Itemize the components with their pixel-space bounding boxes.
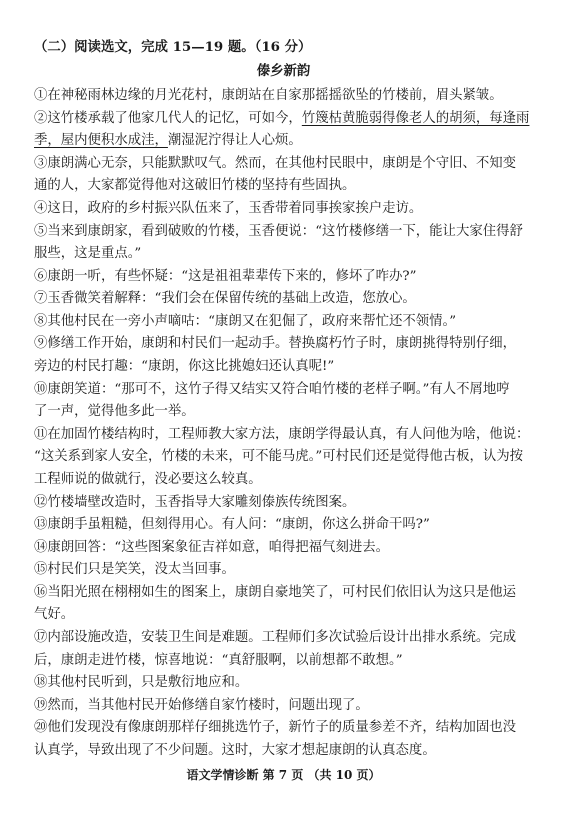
passage-line <box>0 155 567 173</box>
line-text: 气好。 <box>34 607 75 623</box>
line-text: ⑰内部设施改造，安装卫生间是难题。工程师们多次试验后设计出排水系统。完成 <box>34 630 517 646</box>
line-text: ③康朗满心无奈，只能默默叹气。然而，在其他村民眼中，康朗是个守旧、不知变 <box>34 155 517 171</box>
passage-line <box>0 245 567 263</box>
line-text: 服些，这是重点。” <box>34 246 142 262</box>
passage-line <box>0 516 567 534</box>
line-text: ④这日，政府的乡村振兴队伍来了，玉香带着同事挨家挨户走访。 <box>34 200 423 216</box>
line-text: ⑮村民们只是笑笑，没太当回事。 <box>34 562 235 578</box>
line-text: 通的人，大家都觉得他对这破旧竹楼的坚持有些固执。 <box>34 178 356 194</box>
passage-line <box>0 358 567 376</box>
passage-line <box>0 110 567 128</box>
passage-line <box>0 87 567 105</box>
line-text: ⑳他们发现没有像康朗那样仔细挑选竹子，新竹子的质量参差不齐，结构加固也没 <box>34 720 517 736</box>
passage-line <box>0 742 567 760</box>
line-text: 潮湿泥泞得让人心烦。 <box>167 133 302 149</box>
passage-line <box>0 719 567 737</box>
passage-line <box>0 313 567 331</box>
line-text: ⑥康朗一听，有些怀疑：“这是祖祖辈辈传下来的，修坏了咋办?” <box>34 268 417 284</box>
line-text: ⑱其他村民听到，只是敷衍地应和。 <box>34 675 249 691</box>
passage-line <box>0 494 567 512</box>
passage-line <box>0 448 567 466</box>
passage-line <box>0 381 567 399</box>
passage-line <box>0 268 567 286</box>
passage-line <box>0 177 567 195</box>
line-text: ⑫竹楼墙壁改造时，玉香指导大家雕刻傣族传统图案。 <box>34 494 356 510</box>
underlined-text: 竹篾枯黄脆弱得像老人的胡须，每逢雨 <box>301 110 530 126</box>
line-text: ②这竹楼承载了他家几代人的记忆，可如今， <box>34 110 302 126</box>
passage-line <box>0 584 567 602</box>
passage-line <box>0 629 567 647</box>
line-text: “这关系到家人安全，竹楼的未来，可不能马虎。”可村民们还是觉得他古板，认为按 <box>34 449 524 465</box>
line-text: ⑬康朗手虽粗糙，但刻得用心。有人问：“康朗，你这么拼命干吗?” <box>34 517 430 533</box>
passage-line <box>0 652 567 670</box>
line-text: ⑩康朗笑道：“那可不，这竹子得又结实又符合咱竹楼的老样子啊。”有人不屑地哼 <box>34 381 510 397</box>
passage-line <box>0 223 567 241</box>
line-text: ⑪在加固竹楼结构时，工程师教大家方法，康朗学得最认真，有人问他为啥，他说： <box>34 426 530 442</box>
line-text: ⑤当来到康朗家，看到破败的竹楼，玉香便说：“这竹楼修缮一下，能让大家住得舒 <box>34 223 523 239</box>
passage-line <box>0 674 567 692</box>
line-text: 认真学，导致出现了不少问题。这时，大家才想起康朗的认真态度。 <box>34 743 436 758</box>
line-text: ⑭康朗回答：“这些图案象征吉祥如意，咱得把福气刻进去。 <box>34 539 389 555</box>
line-text: ⑲然而，当其他村民开始修缮自家竹楼时，问题出现了。 <box>34 697 369 713</box>
page-footer: 语文学情诊断 第 7 页 （共 10 页） <box>186 768 381 782</box>
passage-line <box>0 335 567 353</box>
passage-line <box>0 606 567 624</box>
passage-line <box>0 132 567 150</box>
underlined-text: 季，屋内便积水成洼， <box>34 133 168 149</box>
line-text: ⑨修缮工作开始，康朗和村民们一起动手。替换腐朽竹子时，康朗挑得特别仔细， <box>34 336 517 352</box>
passage-title: 傣乡新韵 <box>256 63 311 79</box>
passage-line <box>0 403 567 421</box>
line-text: ①在神秘雨林边缘的月光花村，康朗站在自家那摇摇欲坠的竹楼前，眉头紧皱。 <box>34 88 503 103</box>
passage-line <box>0 471 567 489</box>
line-text: 工程师说的做就行，没必要这么较真。 <box>34 471 262 487</box>
passage-line <box>0 200 567 218</box>
line-text: 旁边的村民打趣：“康朗，你这比挑媳妇还认真呢!” <box>34 359 335 375</box>
line-text: ⑯当阳光照在栩栩如生的图案上，康朗自豪地笑了，可村民们依旧认为这只是他运 <box>34 584 517 600</box>
line-text: 后，康朗走进竹楼，惊喜地说：“真舒服啊，以前想都不敢想。” <box>34 652 403 668</box>
line-text: 了一声，觉得他多此一举。 <box>34 404 195 420</box>
passage-line <box>0 290 567 308</box>
passage-line <box>0 426 567 444</box>
passage-line <box>0 561 567 579</box>
line-text: ⑦玉香微笑着解释：“我们会在保留传统的基础上改造，您放心。 <box>34 291 416 307</box>
passage-line <box>0 539 567 557</box>
section-header: （二）阅读选文，完成 15—19 题。（16 分） <box>34 39 312 55</box>
passage-line <box>0 697 567 715</box>
line-text: ⑧其他村民在一旁小声嘀咕：“康朗又在犯倔了，政府来帮忙还不领情。” <box>34 313 457 329</box>
